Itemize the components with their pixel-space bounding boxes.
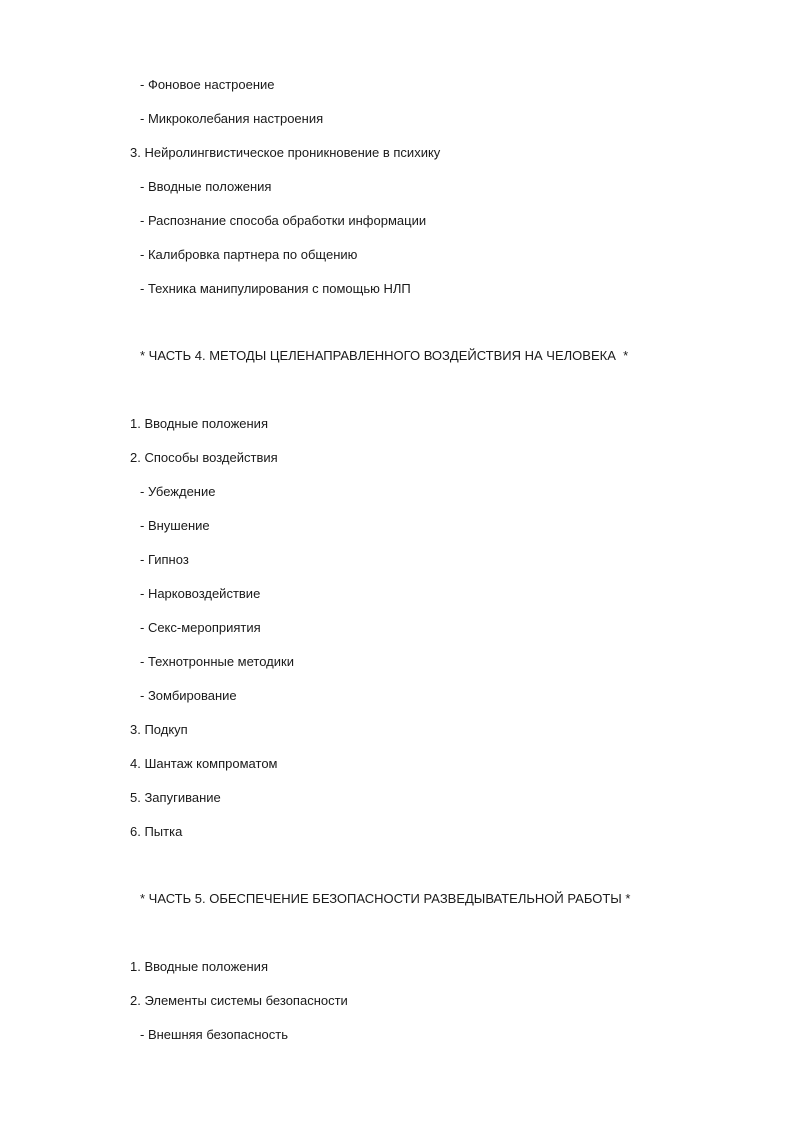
list-item: 1. Вводные положения (130, 959, 268, 974)
section-heading: * ЧАСТЬ 5. ОБЕСПЕЧЕНИЕ БЕЗОПАСНОСТИ РАЗВЕДЫВАТЕЛЬНОЙ РАБОТЫ * (140, 891, 631, 906)
list-item: 6. Пытка (130, 824, 183, 839)
list-item: - Убеждение (140, 484, 216, 499)
section-heading: * ЧАСТЬ 4. МЕТОДЫ ЦЕЛЕНАПРАВЛЕННОГО ВОЗДЕЙСТВИЯ НА ЧЕЛОВЕКА * (140, 348, 629, 363)
list-item: - Секс-мероприятия (140, 620, 261, 635)
list-item: - Фоновое настроение (140, 77, 275, 92)
list-item: 5. Запугивание (130, 790, 221, 805)
list-item: - Технотронные методики (140, 654, 294, 669)
list-item: - Зомбирование (140, 688, 237, 703)
list-item: 2. Элементы системы безопасности (130, 993, 348, 1008)
list-item: - Вводные положения (140, 179, 272, 194)
list-item: 3. Нейролингвистическое проникновение в психику (130, 145, 441, 160)
list-item: - Калибровка партнера по общению (140, 247, 358, 262)
list-item: - Внешняя безопасность (140, 1027, 289, 1042)
list-item: 2. Способы воздействия (130, 450, 278, 465)
list-item: 1. Вводные положения (130, 416, 268, 431)
list-item: - Нарковоздействие (140, 586, 261, 601)
list-item: - Техника манипулирования с помощью НЛП (140, 281, 411, 296)
list-item: - Распознание способа обработки информации (140, 213, 427, 228)
list-item: 3. Подкуп (130, 722, 188, 737)
list-item: - Внушение (140, 518, 210, 533)
list-item: - Микроколебания настроения (140, 111, 324, 126)
list-item: - Гипноз (140, 552, 189, 567)
list-item: 4. Шантаж компроматом (130, 756, 278, 771)
